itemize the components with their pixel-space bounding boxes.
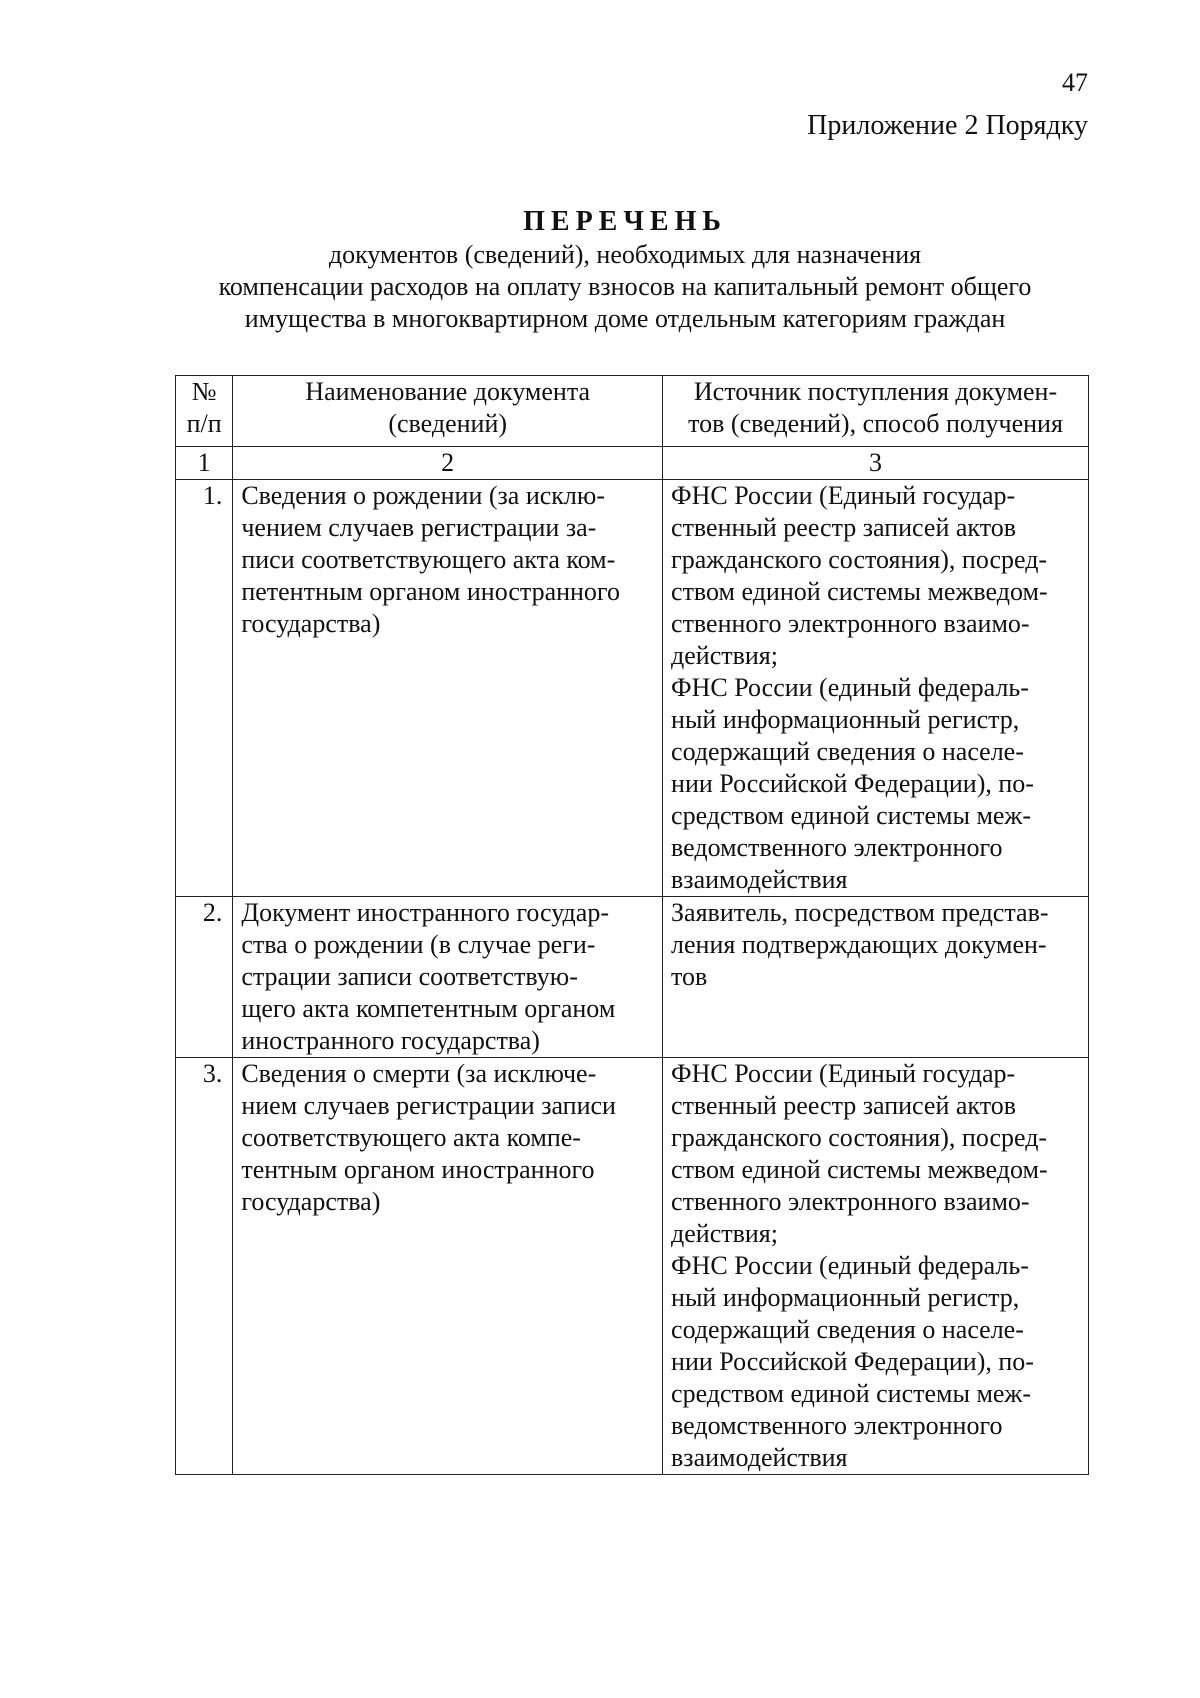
- text-line: Сведения о смерти (за исключе-: [241, 1059, 597, 1088]
- column-index: 2: [233, 447, 663, 480]
- document-subtitle: [160, 239, 1090, 335]
- header-name: [233, 376, 663, 447]
- row-number: 2.: [176, 897, 233, 1058]
- text-line: государства): [241, 609, 381, 638]
- column-index: 1: [176, 447, 233, 480]
- subtitle-line: документов (сведений), необходимых для назначения: [328, 240, 922, 269]
- header-name-line: Наименование документа: [305, 377, 591, 406]
- text-line: ства о рождении (в случае реги-: [241, 930, 596, 959]
- text-line: средством единой системы меж-: [671, 1379, 1032, 1408]
- document-name: [233, 897, 663, 1058]
- text-line: ный информационный регистр,: [671, 705, 1020, 734]
- document-title-block: [160, 205, 1090, 335]
- header-name-line: (сведений): [388, 409, 508, 438]
- text-line: действия;: [671, 1219, 778, 1248]
- text-line: нии Российской Федерации), по-: [671, 769, 1034, 798]
- table-header-row: [176, 376, 1089, 447]
- text-line: ством единой системы межведом-: [671, 1155, 1048, 1184]
- appendix-label: Приложение 2 Порядку: [807, 110, 1088, 141]
- text-line: государства): [241, 1187, 381, 1216]
- text-line: ФНС России (Единый государ-: [671, 481, 1016, 510]
- table-row: [176, 480, 1089, 897]
- text-line: Сведения о рождении (за исклю-: [241, 481, 605, 510]
- text-line: ственный реестр записей актов: [671, 513, 1016, 542]
- text-line: ственный реестр записей актов: [671, 1091, 1016, 1120]
- document-source: [663, 897, 1089, 1058]
- column-index: 3: [663, 447, 1089, 480]
- text-line: ведомственного электронного: [671, 1411, 1003, 1440]
- text-line: чением случаев регистрации за-: [241, 513, 597, 542]
- row-number: 3.: [176, 1058, 233, 1475]
- text-line: щего акта компетентным органом: [241, 994, 616, 1023]
- header-num: [176, 376, 233, 447]
- text-line: соответствующего акта компе-: [241, 1123, 581, 1152]
- table-row: [176, 897, 1089, 1058]
- text-line: Заявитель, посредством представ-: [671, 898, 1049, 927]
- text-line: ведомственного электронного: [671, 833, 1003, 862]
- text-line: гражданского состояния), посред-: [671, 545, 1048, 574]
- header-source-line: тов (сведений), способ получения: [688, 409, 1063, 438]
- text-line: писи соответствующего акта ком-: [241, 545, 616, 574]
- text-line: ФНС России (единый федераль-: [671, 673, 1029, 702]
- text-line: содержащий сведения о населе-: [671, 1315, 1024, 1344]
- text-line: тентным органом иностранного: [241, 1155, 595, 1184]
- text-line: ственного электронного взаимо-: [671, 609, 1030, 638]
- text-line: ФНС России (единый федераль-: [671, 1251, 1029, 1280]
- text-line: нии Российской Федерации), по-: [671, 1347, 1034, 1376]
- subtitle-line: имущества в многоквартирном доме отдельным категориям граждан: [244, 304, 1006, 333]
- header-source: [663, 376, 1089, 447]
- text-line: тов: [671, 962, 708, 991]
- document-name: [233, 1058, 663, 1475]
- table-row: [176, 1058, 1089, 1475]
- document-source: [663, 1058, 1089, 1475]
- text-line: гражданского состояния), посред-: [671, 1123, 1048, 1152]
- text-line: ственного электронного взаимо-: [671, 1187, 1030, 1216]
- text-line: нием случаев регистрации записи: [241, 1091, 616, 1120]
- documents-table: [175, 375, 1089, 1475]
- text-line: ством единой системы межведом-: [671, 577, 1048, 606]
- text-line: ный информационный регистр,: [671, 1283, 1020, 1312]
- header-source-line: Источник поступления докумен-: [693, 377, 1058, 406]
- text-line: средством единой системы меж-: [671, 801, 1032, 830]
- column-index-row: [176, 447, 1089, 480]
- text-line: страции записи соответствую-: [241, 962, 578, 991]
- header-num-line: п/п: [186, 409, 222, 438]
- header-num-line: №: [191, 377, 217, 406]
- text-line: взаимодействия: [671, 865, 848, 894]
- document-source: [663, 480, 1089, 897]
- row-number: 1.: [176, 480, 233, 897]
- text-line: содержащий сведения о населе-: [671, 737, 1024, 766]
- document-title: ПЕРЕЧЕНЬ: [523, 206, 727, 237]
- text-line: иностранного государства): [241, 1026, 540, 1055]
- text-line: ления подтверждающих докумен-: [671, 930, 1047, 959]
- document-name: [233, 480, 663, 897]
- subtitle-line: компенсации расходов на оплату взносов на капитальный ремонт общего: [218, 272, 1032, 301]
- text-line: петентным органом иностранного: [241, 577, 620, 606]
- text-line: взаимодействия: [671, 1443, 848, 1472]
- text-line: действия;: [671, 641, 778, 670]
- page-number: 47: [1062, 68, 1088, 97]
- text-line: Документ иностранного государ-: [241, 898, 609, 927]
- text-line: ФНС России (Единый государ-: [671, 1059, 1016, 1088]
